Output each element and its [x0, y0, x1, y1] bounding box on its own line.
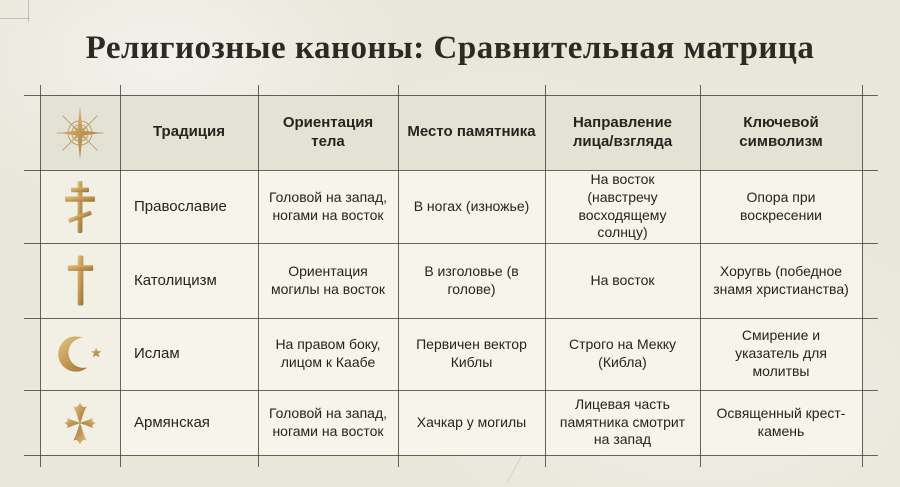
cell-body-orientation: Головой на запад, ногами на восток: [258, 170, 398, 243]
cell-gaze-direction: На восток (навстречу восходящему солнцу): [545, 170, 700, 243]
header-icon-cell: [40, 95, 120, 170]
column-header-monument-place: Место памятника: [398, 95, 545, 170]
cell-body-orientation: Ориентация могилы на восток: [258, 243, 398, 318]
cell-gaze-direction: Лицевая часть памятника смотрит на запад: [545, 390, 700, 455]
crescent-and-star-icon: [42, 320, 118, 388]
cell-monument-place: Первичен вектор Киблы: [398, 318, 545, 390]
cell-monument-place: Хачкар у могилы: [398, 390, 545, 455]
column-header-gaze-direction: Направление лица/взгляда: [545, 95, 700, 170]
page-title: Религиозные каноны: Сравнительная матрица: [85, 30, 815, 66]
cell-gaze-direction: Строго на Мекку (Кибла): [545, 318, 700, 390]
cell-tradition: Католицизм: [120, 243, 258, 318]
cell-gaze-direction: На восток: [545, 243, 700, 318]
column-header-tradition: Традиция: [120, 95, 258, 170]
cell-body-orientation: На правом боку, лицом к Каабе: [258, 318, 398, 390]
sketch-line: [0, 18, 30, 19]
grid-line-horizontal: [24, 455, 878, 456]
row-icon-cell: [40, 318, 120, 390]
compass-rose-icon: [42, 97, 118, 168]
row-icon-cell: [40, 170, 120, 243]
cell-tradition: Армянская: [120, 390, 258, 455]
cell-monument-place: В изголовье (в голове): [398, 243, 545, 318]
cell-symbolism: Хоругвь (победное знамя христианства): [700, 243, 862, 318]
comparison-table: [40, 95, 862, 455]
row-icon-cell: [40, 390, 120, 455]
cell-symbolism: Смирение и указатель для молитвы: [700, 318, 862, 390]
column-header-symbolism: Ключевой символизм: [700, 95, 862, 170]
cell-body-orientation: Головой на запад, ногами на восток: [258, 390, 398, 455]
cell-monument-place: В ногах (изножье): [398, 170, 545, 243]
grid-line-vertical: [862, 85, 863, 467]
orthodox-cross-icon: [42, 172, 118, 241]
cell-tradition: Православие: [120, 170, 258, 243]
row-icon-cell: [40, 243, 120, 318]
cell-symbolism: Освященный крест-камень: [700, 390, 862, 455]
cell-tradition: Ислам: [120, 318, 258, 390]
column-header-body-orientation: Ориентация тела: [258, 95, 398, 170]
cell-symbolism: Опора при воскресении: [700, 170, 862, 243]
latin-cross-icon: [42, 245, 118, 316]
armenian-cross-icon: [42, 392, 118, 453]
